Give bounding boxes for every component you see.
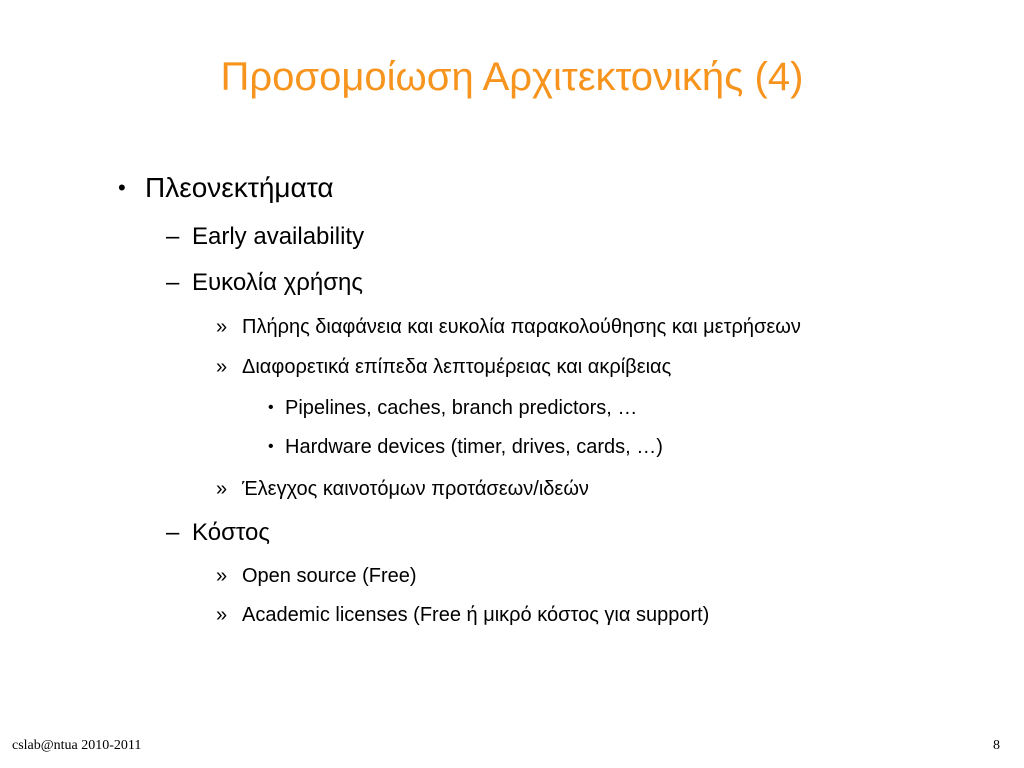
double-chevron-icon: »: [216, 356, 228, 378]
item-text: Open source (Free): [242, 565, 417, 587]
subitem-text: Hardware devices (timer, drives, cards, …): [285, 436, 663, 458]
item-text: Έλεγχος καινοτόμων προτάσεων/ιδεών: [242, 478, 589, 500]
double-chevron-icon: »: [216, 478, 228, 500]
bullet-dot-icon: •: [118, 175, 126, 200]
subbullet-text: Early availability: [192, 223, 365, 250]
footer-label: cslab@ntua 2010-2011: [12, 738, 142, 753]
dash-icon: –: [166, 269, 180, 296]
dash-icon: –: [166, 519, 180, 546]
subitem-text: Pipelines, caches, branch predictors, …: [285, 397, 638, 419]
double-chevron-icon: »: [216, 565, 228, 587]
slide-title: Προσομοίωση Αρχιτεκτονικής (4): [220, 55, 804, 99]
subbullet-text: Κόστος: [192, 519, 270, 546]
bullet-dot-icon: •: [268, 399, 274, 416]
bullet-dot-icon: •: [268, 438, 274, 455]
double-chevron-icon: »: [216, 604, 228, 626]
page-number: 8: [993, 738, 1000, 753]
bullet-text: Πλεονεκτήματα: [145, 172, 334, 203]
subbullet-text: Ευκολία χρήσης: [192, 269, 363, 296]
item-text: Πλήρης διαφάνεια και ευκολία παρακολούθησης και μετρήσεων: [242, 316, 801, 338]
item-text: Διαφορετικά επίπεδα λεπτομέρειας και ακρίβειας: [242, 356, 672, 378]
dash-icon: –: [166, 223, 180, 250]
item-text: Academic licenses (Free ή μικρό κόστος για support): [242, 604, 710, 626]
double-chevron-icon: »: [216, 316, 228, 338]
